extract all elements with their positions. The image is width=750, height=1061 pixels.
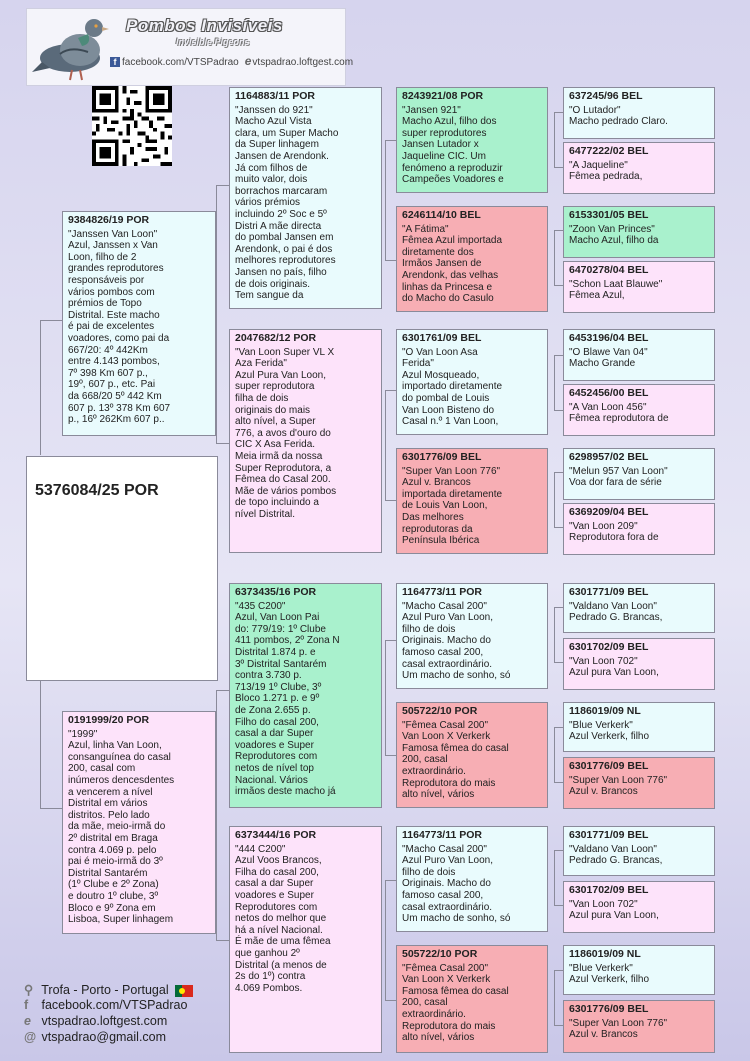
connector xyxy=(554,285,563,286)
grandparent-id: 6373435/16 POR xyxy=(235,586,317,598)
logo-links xyxy=(110,54,353,68)
qr-code-icon[interactable] xyxy=(92,86,172,166)
connector xyxy=(554,970,563,971)
great-grandparent-id: 1164773/11 POR xyxy=(402,586,482,598)
granddam-paternal-box[interactable] xyxy=(229,329,382,553)
gen4-id: 6301771/09 BEL xyxy=(569,586,649,598)
great-grandparent-id: 1164773/11 POR xyxy=(402,829,482,841)
gen4-text: "Van Loon 209" Reprodutora fora de xyxy=(569,520,659,544)
gen4-text: "A Van Loon 456" Fêmea reprodutora de xyxy=(569,401,669,425)
grandparent-text: "Van Loon Super VL X Aza Ferida" Azul Pura Van Loon, super reprodutora filha de dois originais do mais alto nível, a Super 776, a avos d'ouro do CIC X Asa Ferida. Meia irmã da nossa Super Reprodutora, a Fêmea do Casal 200. Mãe de vários pombos de topo incluindo a nível Distrital. xyxy=(235,346,337,520)
footer-location: Trofa - Porto - Portugal xyxy=(41,983,169,997)
footer-email-row xyxy=(24,1030,166,1044)
gen4-box[interactable] xyxy=(563,87,715,139)
great-grandparent-id: 8243921/08 POR xyxy=(402,90,484,102)
gen4-box[interactable] xyxy=(563,881,715,933)
great-grandparent-box[interactable] xyxy=(396,206,548,312)
gen4-box[interactable] xyxy=(563,261,715,313)
connector xyxy=(216,690,229,691)
connector xyxy=(554,112,563,113)
gen4-box[interactable] xyxy=(563,384,715,436)
great-grandparent-id: 6301761/09 BEL xyxy=(402,332,482,344)
great-grandparent-text: "A Fátima" Fêmea Azul importada diretamente dos Irmãos Jansen de Arendonk, das velhas linhas da Princesa e do Macho do Casulo xyxy=(402,223,503,305)
gen4-box[interactable] xyxy=(563,206,715,258)
connector xyxy=(554,472,555,527)
connector xyxy=(554,230,555,285)
footer-site-row xyxy=(24,1014,167,1028)
grandsire-paternal-box[interactable] xyxy=(229,87,382,309)
great-grandparent-box[interactable] xyxy=(396,583,548,689)
connector xyxy=(385,755,396,756)
connector xyxy=(385,140,386,260)
dam-text: "1999" Azul, linha Van Loon, consanguínea do casal 200, casal com inúmeros dencesdentes a vencerem a nível Distrital em vários distritos. Pelo lado da mãe, meio-irmã do 2º distrital em Braga contra 4.069 p. pelo pai é meio-irmã do 3º Distrital Santarém (1º Clube e 2º Zona) e doutro 1º clube, 3º Bloco e 9º Zona em Lisboa, Super linhagem xyxy=(68,728,175,926)
connector xyxy=(554,905,563,906)
sire-box[interactable] xyxy=(62,211,216,436)
logo-subtitle: Invisible Pigeons xyxy=(176,37,250,47)
connector xyxy=(554,850,563,851)
gen4-box[interactable] xyxy=(563,448,715,500)
gen4-text: "Valdano Van Loon" Pedrado G. Brancas, xyxy=(569,843,663,867)
gen4-id: 6153301/05 BEL xyxy=(569,209,649,221)
connector xyxy=(216,443,229,444)
great-grandparent-text: "Fêmea Casal 200" Van Loon X Verkerk Famosa fêmea do casal 200, casal extraordinário. Reprodutora do mais alto nível, vários xyxy=(402,719,509,801)
header-facebook[interactable]: facebook.com/VTSPadrao xyxy=(122,57,239,68)
connector xyxy=(554,112,555,167)
connector xyxy=(385,260,396,261)
gen4-box[interactable] xyxy=(563,757,715,809)
gen4-text: "Valdano Van Loon" Pedrado G. Brancas, xyxy=(569,600,663,624)
connector xyxy=(385,640,386,755)
connector xyxy=(385,390,386,500)
connector xyxy=(40,808,62,809)
connector xyxy=(554,727,555,782)
connector xyxy=(385,390,396,391)
connector xyxy=(216,185,217,443)
grandparent-text: "Janssen do 921" Macho Azul Vista clara, um Super Macho da Super linhagem Jansen de Arendonk. Já com filhos de muito valor, dois borrachos marcaram vários prémios incluindo 2º Soc e 5º Distri A mãe directa do pombal Jansen em Arendonk, o pai é dos melhores reprodutores Jansen no país, filho de dois originais. Tem sangue da xyxy=(235,104,339,302)
gen4-box[interactable] xyxy=(563,638,715,690)
gen4-id: 6301702/09 BEL xyxy=(569,884,649,896)
gen4-text: "Blue Verkerk" Azul Verkerk, filho xyxy=(569,719,650,743)
connector xyxy=(216,690,217,940)
great-grandparent-id: 6246114/10 BEL xyxy=(402,209,481,221)
great-grandparent-text: "Macho Casal 200" Azul Puro Van Loon, filho de dois Originais. Macho do famoso casal 200, casal extraordinário. Um macho de sonho, só xyxy=(402,843,511,925)
gen4-text: "Blue Verkerk" Azul Verkerk, filho xyxy=(569,962,650,986)
gen4-id: 6301776/09 BEL xyxy=(569,1003,649,1015)
gen4-text: "A Jaqueline" Fêmea pedrada, xyxy=(569,159,643,183)
connector xyxy=(554,850,555,905)
footer-location-row xyxy=(24,982,193,997)
subject-id: 5376084/25 POR xyxy=(35,482,159,499)
grandparent-text: "435 C200" Azul, Van Loon Pai do: 779/19: 1º Clube 411 pombos, 2º Zona N Distrital 1.874 p. e 3º Distrital Santarém contra 3.730 p. 713/19 1º Clube, 3º Bloco 1.271 p. e 9º de Zona 2.655 p. Filho do casal 200, casal a dar Super voadores e Super Reprodutores com netos de nível top Nacional. Vários irmãos deste macho já xyxy=(235,600,340,798)
connector xyxy=(554,230,563,231)
at-icon: @ xyxy=(24,1030,37,1044)
great-grandparent-text: "Jansen 921" Macho Azul, filho dos super reprodutores Jansen Lutador x Jaqueline CIC. Um fenómeno a reproduzir Campeões Voadores e xyxy=(402,104,504,186)
gen4-box[interactable] xyxy=(563,583,715,633)
gen4-id: 637245/96 BEL xyxy=(569,90,643,102)
great-grandparent-text: "O Van Loon Asa Ferida" Azul Mosqueado, importado diretamente do pombal de Louis Van Loon Bisteno do Casal n.º 1 Van Loon, xyxy=(402,346,503,428)
footer-email[interactable]: vtspadrao@gmail.com xyxy=(41,1030,167,1044)
connector xyxy=(554,782,563,783)
gen4-box[interactable] xyxy=(563,1000,715,1053)
connector xyxy=(554,970,555,1025)
connector xyxy=(554,662,563,663)
great-grandparent-text: "Fêmea Casal 200" Van Loon X Verkerk Famosa fêmea do casal 200, casal extraordinário. Reprodutora do mais alto nível, vários xyxy=(402,962,509,1044)
connector xyxy=(40,320,62,321)
gen4-box[interactable] xyxy=(563,329,715,381)
connector xyxy=(216,185,229,186)
web-icon: e xyxy=(24,1014,31,1028)
gen4-id: 1186019/09 NL xyxy=(569,948,641,960)
footer-site[interactable]: vtspadrao.loftgest.com xyxy=(41,1014,168,1028)
gen4-id: 6298957/02 BEL xyxy=(569,451,649,463)
connector xyxy=(554,527,563,528)
gen4-box[interactable] xyxy=(563,702,715,752)
connector xyxy=(385,880,396,881)
gen4-box[interactable] xyxy=(563,826,715,876)
gen4-id: 6301771/09 BEL xyxy=(569,829,649,841)
gen4-id: 6301702/09 BEL xyxy=(569,641,649,653)
logo-title: Pombos Invisíveis xyxy=(126,16,283,35)
connector xyxy=(385,640,396,641)
great-grandparent-text: "Macho Casal 200" Azul Puro Van Loon, filho de dois Originais. Macho do famoso casal 200, casal extraordinário. Um macho de sonho, só xyxy=(402,600,511,682)
grandparent-text: "444 C200" Azul Voos Brancos, Filha do casal 200, casal a dar Super voadores e Super Reprodutores com netos do melhor que há a nível Nacional. É mãe de uma fêmea que ganhou 2º Distrital (a menos de 2s do 1º) contra 4.069 Pombos. xyxy=(235,843,331,994)
connector xyxy=(385,880,386,1000)
great-grandparent-box[interactable] xyxy=(396,826,548,932)
great-grandparent-box[interactable] xyxy=(396,448,548,554)
header-site[interactable]: vtspadrao.loftgest.com xyxy=(252,57,354,68)
grandparent-id: 1164883/11 POR xyxy=(235,90,315,102)
great-grandparent-id: 6301776/09 BEL xyxy=(402,451,482,463)
gen4-text: "Zoon Van Princes" Macho Azul, filho da xyxy=(569,223,659,247)
gen4-text: "Van Loon 702" Azul pura Van Loon, xyxy=(569,898,659,922)
connector xyxy=(216,940,229,941)
gen4-text: "O Blawe Van 04" Macho Grande xyxy=(569,346,648,370)
gen4-box[interactable] xyxy=(563,503,715,555)
location-pin-icon: ⚲ xyxy=(24,983,34,997)
granddam-maternal-box[interactable] xyxy=(229,826,382,1053)
pigeon-icon xyxy=(30,10,110,82)
connector xyxy=(554,727,563,728)
web-icon: e xyxy=(244,54,252,68)
connector xyxy=(554,1025,563,1026)
sire-text: "Janssen Van Loon" Azul, Janssen x Van Loon, filho de 2 grandes reprodutores responsáveis por vários pombos com prémios de Topo Distrital. Este macho é pai de excelentes voadores, como pai da 667/20: 4º 442Km entre 4.143 pombos, 7º 398 Km 607 p., 19º, 607 p., etc. Pai da 668/20 5º 442 Km 607 p. 13º 378 Km 607 p., 16º 262Km 607 p.. xyxy=(68,228,171,426)
connector xyxy=(554,167,563,168)
gen4-id: 6470278/04 BEL xyxy=(569,264,649,276)
gen4-box[interactable] xyxy=(563,142,715,194)
gen4-id: 6477222/02 BEL xyxy=(569,145,649,157)
sire-id: 9384826/19 POR xyxy=(68,214,150,226)
gen4-text: "Super Van Loon 776" Azul v. Brancos xyxy=(569,1017,668,1041)
great-grandparent-box[interactable] xyxy=(396,702,548,808)
great-grandparent-box[interactable] xyxy=(396,87,548,193)
gen4-text: "Melun 957 Van Loon" Voa dor fara de série xyxy=(569,465,668,489)
footer-facebook[interactable]: facebook.com/VTSPadrao xyxy=(41,998,188,1012)
connector xyxy=(554,607,563,608)
connector xyxy=(554,472,563,473)
gen4-id: 6369209/04 BEL xyxy=(569,506,649,518)
gen4-id: 6452456/00 BEL xyxy=(569,387,649,399)
grandparent-id: 2047682/12 POR xyxy=(235,332,317,344)
gen4-text: "Van Loon 702" Azul pura Van Loon, xyxy=(569,655,659,679)
connector xyxy=(554,410,563,411)
footer-facebook-row xyxy=(24,998,187,1012)
gen4-id: 6301776/09 BEL xyxy=(569,760,649,772)
gen4-id: 1186019/09 NL xyxy=(569,705,641,717)
great-grandparent-id: 505722/10 POR xyxy=(402,705,478,717)
grandparent-id: 6373444/16 POR xyxy=(235,829,317,841)
grandsire-maternal-box[interactable] xyxy=(229,583,382,808)
portugal-flag-icon xyxy=(175,985,193,997)
connector xyxy=(385,500,396,501)
connector xyxy=(385,1000,396,1001)
gen4-text: "Schon Laat Blauwe" Fêmea Azul, xyxy=(569,278,663,302)
facebook-icon: f xyxy=(24,998,29,1012)
connector xyxy=(385,140,396,141)
great-grandparent-text: "Super Van Loon 776" Azul v. Brancos importada diretamente de Louis Van Loon, Das melhores reprodutoras da Península Ibérica xyxy=(402,465,503,547)
connector xyxy=(554,607,555,662)
gen4-text: "Super Van Loon 776" Azul v. Brancos xyxy=(569,774,668,798)
connector xyxy=(40,680,41,808)
dam-box[interactable] xyxy=(62,711,216,934)
gen4-text: "O Lutador" Macho pedrado Claro. xyxy=(569,104,668,128)
connector xyxy=(554,355,563,356)
gen4-box[interactable] xyxy=(563,945,715,995)
great-grandparent-box[interactable] xyxy=(396,329,548,435)
facebook-icon: f xyxy=(110,57,120,67)
dam-id: 0191999/20 POR xyxy=(68,714,150,726)
great-grandparent-box[interactable] xyxy=(396,945,548,1053)
great-grandparent-id: 505722/10 POR xyxy=(402,948,478,960)
subject-box[interactable] xyxy=(26,456,218,681)
gen4-id: 6453196/04 BEL xyxy=(569,332,649,344)
connector xyxy=(40,320,41,455)
connector xyxy=(554,355,555,410)
